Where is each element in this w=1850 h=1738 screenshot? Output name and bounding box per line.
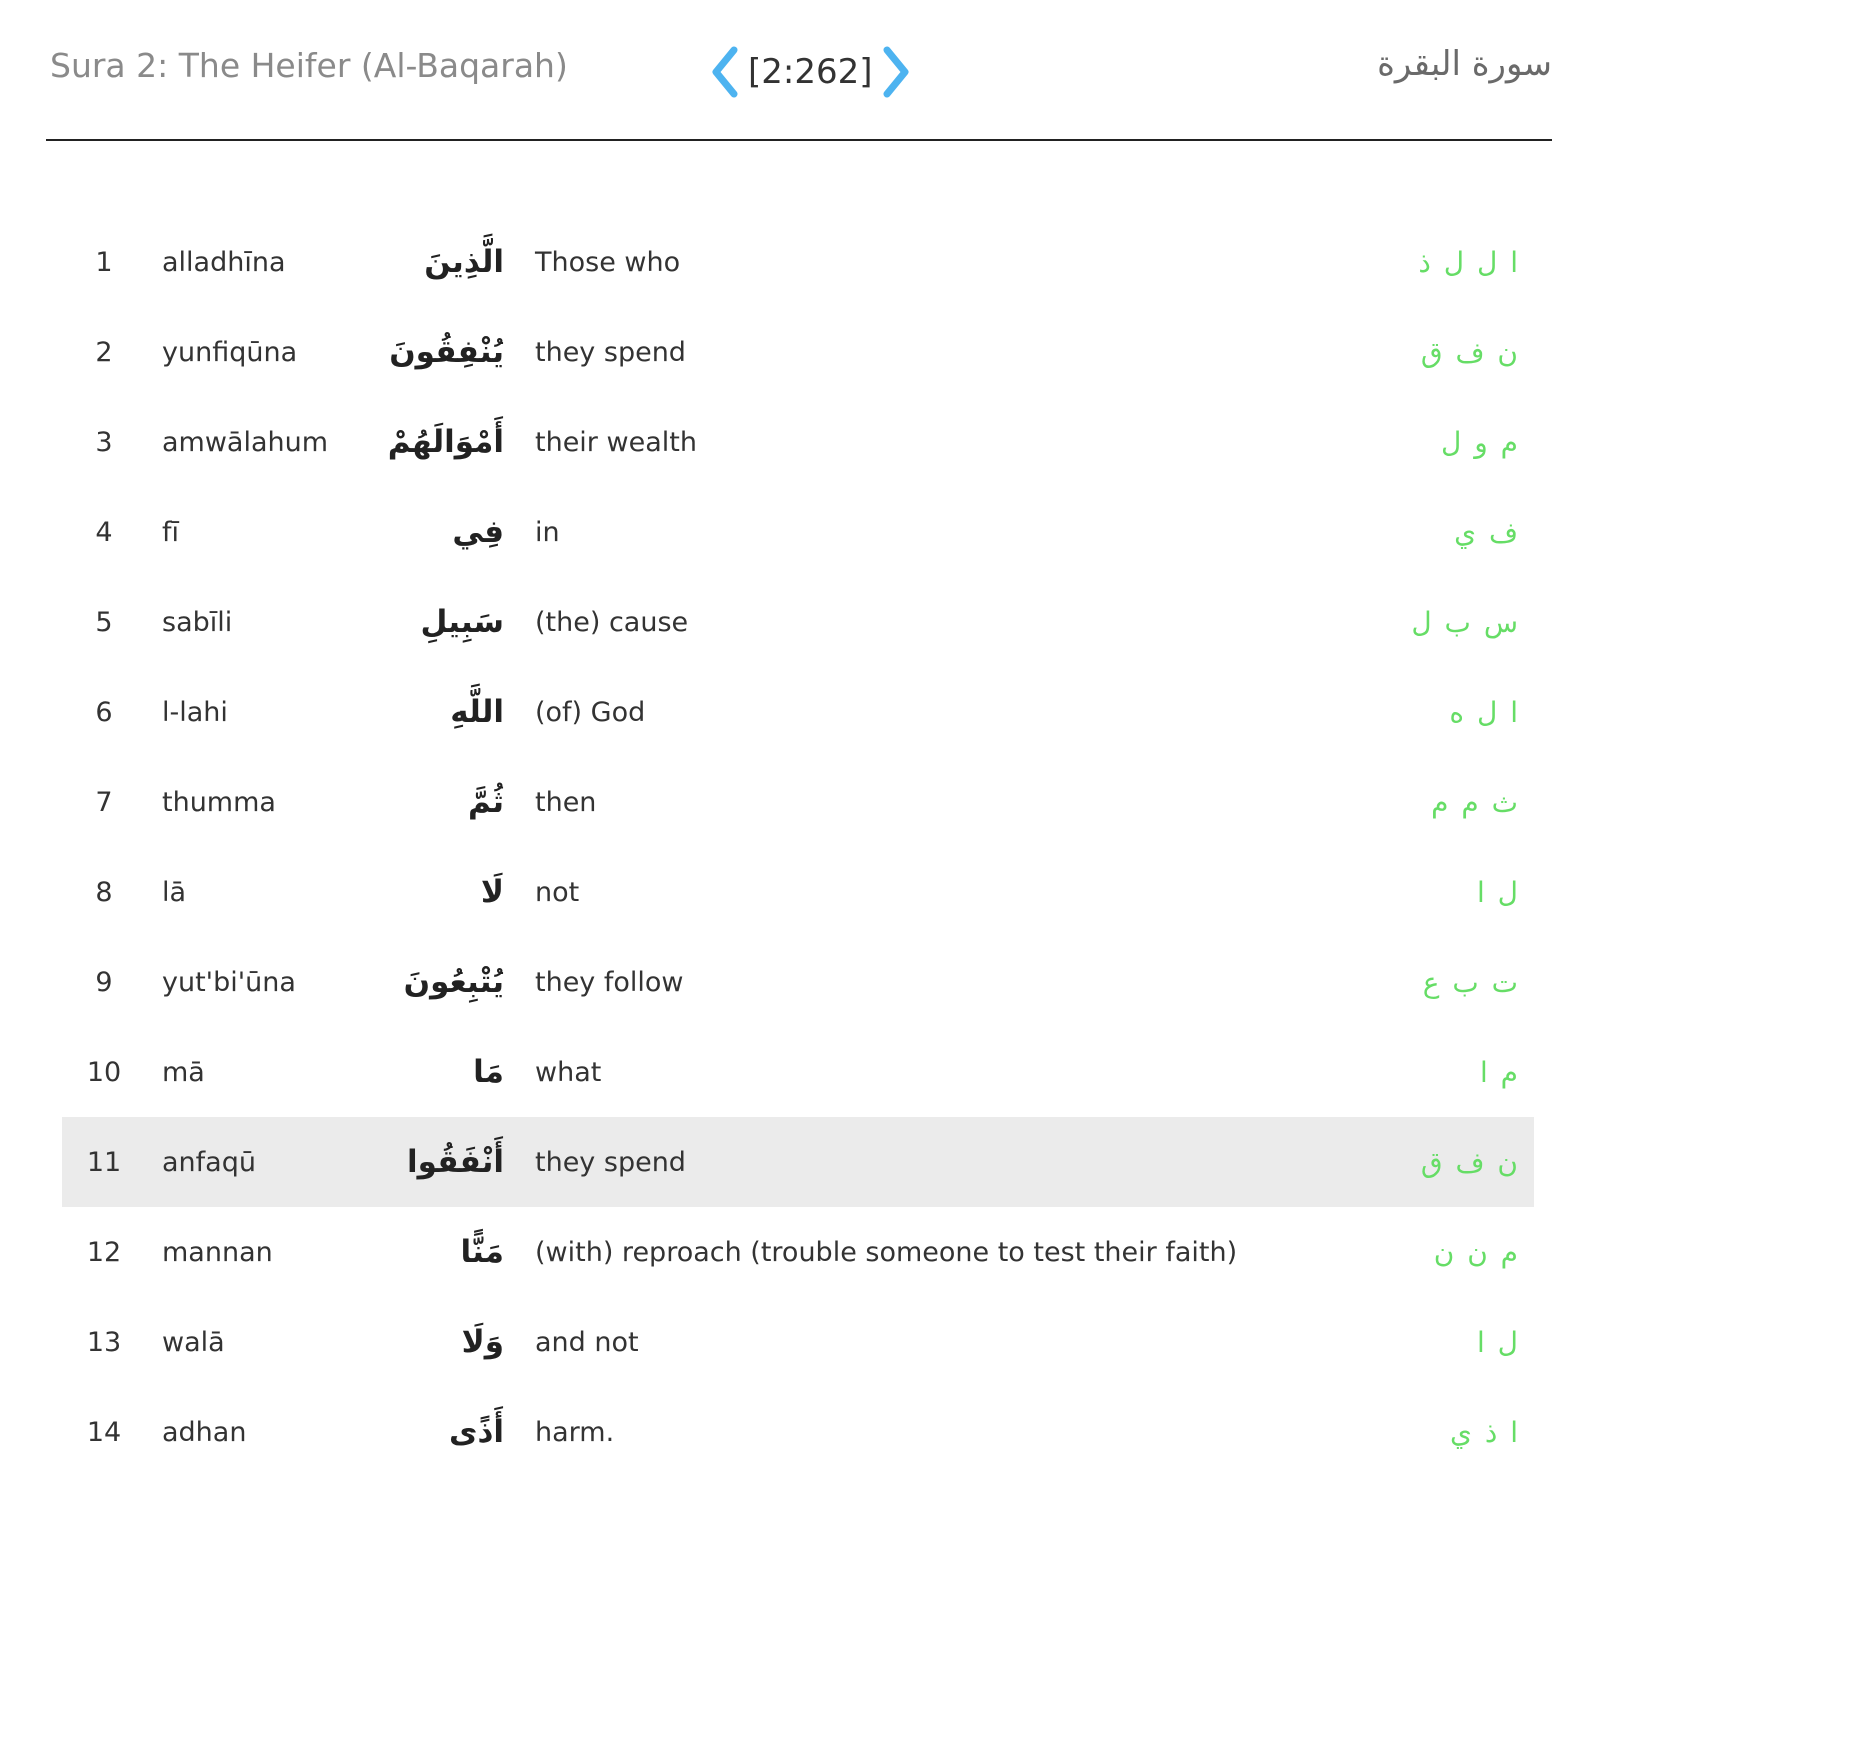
word-number: 8	[95, 876, 113, 908]
word-transliteration: anfaqū	[162, 1146, 256, 1178]
word-root: ا ل ل ذ	[1418, 245, 1518, 279]
word-row[interactable]	[62, 1297, 1534, 1387]
word-meaning: (the) cause	[535, 606, 689, 638]
next-verse-button[interactable]	[877, 44, 917, 100]
word-arabic: أَذًى	[449, 1414, 504, 1450]
word-number: 9	[95, 966, 113, 998]
word-meaning: Those who	[535, 246, 681, 278]
word-arabic: اللَّهِ	[450, 694, 504, 730]
word-number: 2	[95, 336, 113, 368]
word-meaning: their wealth	[535, 426, 697, 458]
word-row[interactable]	[62, 1117, 1534, 1207]
word-root: م ن ن	[1433, 1235, 1518, 1269]
word-number: 14	[86, 1416, 122, 1448]
page-header	[46, 0, 1552, 141]
verse-reference: [2:262]	[748, 52, 873, 92]
word-row[interactable]	[62, 937, 1534, 1027]
word-root: ف ي	[1454, 515, 1518, 549]
word-transliteration: mannan	[162, 1236, 273, 1268]
word-transliteration: yut'bi'ūna	[162, 966, 296, 998]
word-arabic: فِي	[452, 514, 504, 550]
word-number: 6	[95, 696, 113, 728]
word-number: 7	[95, 786, 113, 818]
word-row[interactable]	[62, 397, 1534, 487]
word-row[interactable]	[62, 217, 1534, 307]
word-number: 12	[86, 1236, 122, 1268]
word-meaning: harm.	[535, 1416, 615, 1448]
sura-arabic-title: سورة البقرة	[1377, 44, 1552, 84]
word-row[interactable]	[62, 1387, 1534, 1477]
word-root: ن ف ق	[1420, 335, 1518, 369]
word-transliteration: amwālahum	[162, 426, 329, 458]
word-number: 11	[86, 1146, 122, 1178]
word-number: 5	[95, 606, 113, 638]
word-transliteration: thumma	[162, 786, 276, 818]
word-by-word-table	[62, 217, 1534, 1477]
word-arabic: ثُمَّ	[468, 784, 504, 820]
word-arabic: مَا	[473, 1054, 504, 1090]
word-arabic: يُنْفِقُونَ	[389, 334, 504, 370]
word-arabic: مَنًّا	[460, 1234, 504, 1270]
word-arabic: لَا	[480, 874, 504, 910]
word-row[interactable]	[62, 577, 1534, 667]
word-root: ل ا	[1476, 1325, 1518, 1359]
word-number: 4	[95, 516, 113, 548]
word-root: ن ف ق	[1420, 1145, 1518, 1179]
word-number: 1	[95, 246, 113, 278]
word-root: ا ذ ي	[1450, 1415, 1518, 1449]
word-arabic: يُتْبِعُونَ	[403, 964, 504, 1000]
word-meaning: they follow	[535, 966, 684, 998]
word-meaning: what	[535, 1056, 602, 1088]
word-arabic: أَنْفَقُوا	[407, 1144, 504, 1180]
word-arabic: وَلَا	[461, 1324, 504, 1360]
word-meaning: they spend	[535, 1146, 686, 1178]
word-arabic: أَمْوَالَهُمْ	[387, 424, 504, 460]
word-arabic: الَّذِينَ	[424, 244, 504, 280]
word-meaning: not	[535, 876, 580, 908]
word-number: 13	[86, 1326, 122, 1358]
word-meaning: (of) God	[535, 696, 646, 728]
word-meaning: they spend	[535, 336, 686, 368]
word-meaning: in	[535, 516, 560, 548]
word-transliteration: fī	[162, 516, 180, 548]
word-row[interactable]	[62, 307, 1534, 397]
word-meaning: then	[535, 786, 597, 818]
word-transliteration: walā	[162, 1326, 225, 1358]
word-root: م ا	[1479, 1055, 1518, 1089]
word-root: س ب ل	[1411, 605, 1518, 639]
word-root: م و ل	[1440, 425, 1518, 459]
word-root: ل ا	[1476, 875, 1518, 909]
word-transliteration: sabīli	[162, 606, 233, 638]
word-arabic: سَبِيلِ	[420, 604, 504, 640]
word-row[interactable]	[62, 667, 1534, 757]
word-transliteration: yunfiqūna	[162, 336, 298, 368]
word-row[interactable]	[62, 1207, 1534, 1297]
word-transliteration: l-lahi	[162, 696, 228, 728]
chevron-right-icon	[881, 46, 913, 98]
word-number: 3	[95, 426, 113, 458]
word-meaning: (with) reproach (trouble someone to test their faith)	[535, 1236, 1238, 1268]
prev-verse-button[interactable]	[704, 44, 744, 100]
word-row[interactable]	[62, 487, 1534, 577]
word-row[interactable]	[62, 847, 1534, 937]
sura-title: Sura 2: The Heifer (Al-Baqarah)	[50, 46, 568, 85]
word-root: ا ل ه	[1449, 695, 1518, 729]
verse-navigation	[704, 42, 917, 102]
word-transliteration: alladhīna	[162, 246, 286, 278]
chevron-left-icon	[708, 46, 740, 98]
word-meaning: and not	[535, 1326, 639, 1358]
word-transliteration: mā	[162, 1056, 205, 1088]
word-number: 10	[86, 1056, 122, 1088]
word-row[interactable]	[62, 1027, 1534, 1117]
word-transliteration: lā	[162, 876, 187, 908]
word-root: ث م م	[1431, 785, 1518, 819]
word-root: ت ب ع	[1422, 965, 1518, 999]
word-transliteration: adhan	[162, 1416, 247, 1448]
word-row[interactable]	[62, 757, 1534, 847]
